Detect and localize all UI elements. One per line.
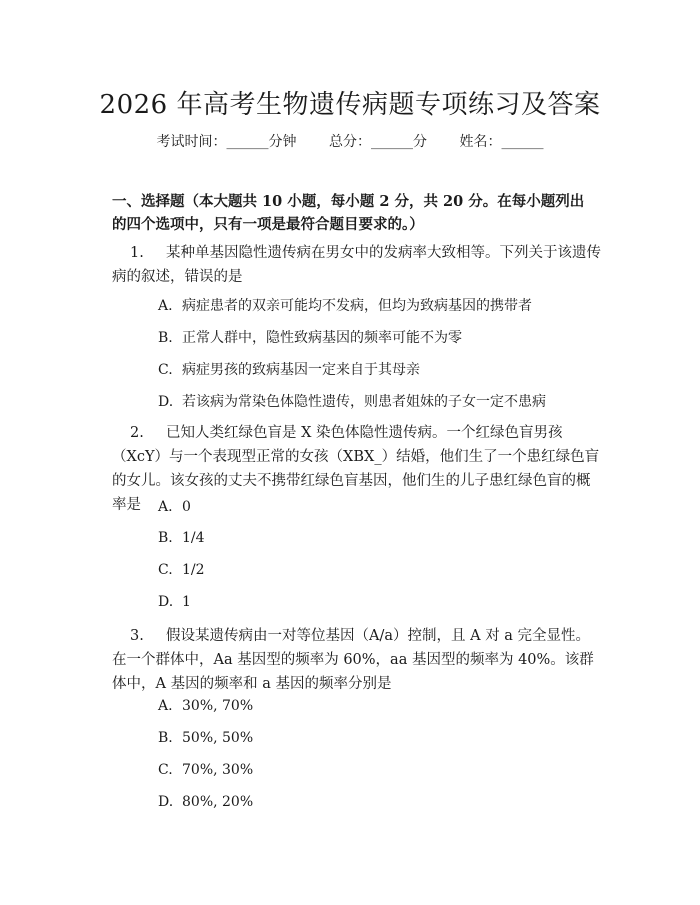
option-text: 正常人群中，隐性致病基因的频率可能不为零 — [182, 330, 462, 346]
option-text: 病症患者的双亲可能均不发病，但均为致病基因的携带者 — [182, 298, 532, 314]
question-text: 已知人类红绿色盲是 X 染色体隐性遗传病。一个红绿色盲男孩（XcY）与一个表现型正常的女孩（XBX_）结婚，他们生了一个患红绿色盲的女儿。该女孩的丈夫不携带红绿色盲基因，他们生的儿子患红绿色盲的概率是 — [112, 425, 600, 513]
option-label: C. — [158, 362, 173, 378]
question-2-option-b — [158, 530, 205, 546]
question-2-option-c — [158, 562, 205, 578]
option-label: D. — [158, 594, 174, 610]
question-3-option-c — [158, 762, 253, 778]
option-text: 80%, 20% — [182, 794, 254, 810]
option-text: 若该病为常染色体隐性遗传，则患者姐妹的子女一定不患病 — [182, 394, 546, 410]
section-heading: 一、选择题（本大题共 10 小题，每小题 2 分，共 20 分。在每小题列出的四个选项中，只有一项是最符合题目要求的。） — [112, 193, 585, 233]
question-1-option-c — [158, 359, 420, 379]
question-text: 某种单基因隐性遗传病在男女中的发病率大致相等。下列关于该遗传病的叙述，错误的是 — [112, 245, 601, 285]
question-1-option-b — [158, 327, 462, 347]
option-text: 30%, 70% — [182, 698, 254, 714]
option-text: 1 — [182, 594, 191, 610]
option-text: 病症男孩的致病基因一定来自于其母亲 — [182, 362, 420, 378]
question-text: 假设某遗传病由一对等位基因（A/a）控制，且 A 对 a 完全显性。在一个群体中，Aa 基因型的频率为 60%，aa 基因型的频率为 40%。该群体中，A 基因的频率和 a 基因的频率分别是 — [112, 628, 594, 692]
option-label: A. — [158, 298, 173, 314]
question-1-option-a — [158, 295, 532, 315]
question-number: 1. — [130, 245, 144, 261]
option-text: 1/4 — [182, 530, 205, 546]
question-number: 3. — [130, 628, 144, 644]
option-text: 70%, 30% — [182, 762, 254, 778]
option-label: A. — [158, 698, 173, 714]
option-label: D. — [158, 794, 174, 810]
question-3-option-a — [158, 698, 253, 714]
exam-time: 考试时间：______分钟 — [156, 134, 297, 150]
option-label: B. — [158, 330, 173, 346]
question-1 — [112, 241, 602, 289]
option-text: 1/2 — [182, 562, 205, 578]
option-text: 0 — [182, 499, 191, 515]
exam-meta — [0, 131, 700, 151]
question-number: 2. — [130, 425, 144, 441]
exam-name: 姓名：______ — [459, 134, 544, 150]
option-label: B. — [158, 730, 173, 746]
question-2-option-a — [158, 499, 191, 515]
option-label: C. — [158, 562, 173, 578]
option-label: B. — [158, 530, 173, 546]
option-label: A. — [158, 499, 173, 515]
question-2-option-d — [158, 594, 191, 610]
exam-score: 总分：______分 — [329, 134, 427, 150]
option-label: D. — [158, 394, 174, 410]
question-3-option-d — [158, 794, 253, 810]
question-1-option-d — [158, 391, 546, 411]
option-text: 50%, 50% — [182, 730, 254, 746]
question-3 — [112, 624, 602, 696]
question-3-option-b — [158, 730, 253, 746]
page-title: 2026 年高考生物遗传病题专项练习及答案 — [99, 90, 601, 120]
option-label: C. — [158, 762, 173, 778]
